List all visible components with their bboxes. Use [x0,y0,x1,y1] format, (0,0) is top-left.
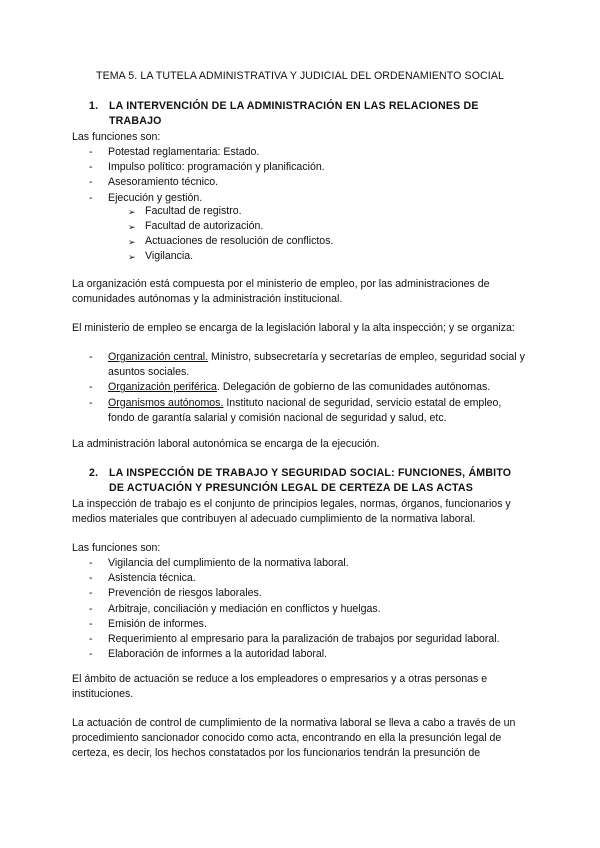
list-item: - Asesoramiento técnico. [72,175,527,190]
list-item: - Impulso político: programación y planificación. [72,160,527,175]
page-title: TEMA 5. LA TUTELA ADMINISTRATIVA Y JUDICIAL DEL ORDENAMIENTO SOCIAL [96,70,504,82]
section-1-heading [89,99,479,129]
section-1-intro: Las funciones son: [72,131,161,143]
list-item: ➢ Facultad de autorización. [128,219,333,234]
list-item [72,380,527,395]
org-peripheral-label: Organización periférica [108,381,217,394]
list-item: - Elaboración de informes a la autoridad laboral. [72,647,527,662]
org-central-text: Ministro, subsecretaría y secretarías de empleo, seguridad social y asuntos sociales. [108,351,525,379]
list-item: - Asistencia técnica. [72,571,527,586]
organization-paragraph: La organización está compuesta por el ministerio de empleo, por las administraciones de comunidades autónomas y la administración institucional. [72,278,490,306]
section-2-number: 2. [89,467,99,479]
ministry-paragraph: El ministerio de empleo se encarga de la legislación laboral y la alta inspección; y se organiza: [72,322,515,334]
section-1-number: 1. [89,100,99,112]
section-2-intro: Las funciones son: [72,542,161,554]
org-central-label: Organización central. [108,351,209,363]
org-autonomous-text: Instituto nacional de seguridad, servicio estatal de empleo, fondo de garantía salarial y comisión nacional de seguridad y salud, etc. [108,396,502,424]
section-2-heading-line2: DE ACTUACIÓN Y PRESUNCIÓN LEGAL DE CERTEZA DE LAS ACTAS [109,482,473,494]
list-item: - Potestad reglamentaria: Estado. [72,145,527,160]
section-1-heading-line1: LA INTERVENCIÓN DE LA ADMINISTRACIÓN EN LAS RELACIONES DE [109,100,479,112]
org-peripheral-text: . Delegación de gobierno de las comunidades autónomas. [216,381,491,394]
scope-paragraph: El ámbito de actuación se reduce a los empleadores o empresarios y a otras personas e instituciones. [72,673,488,701]
section-2-heading [89,466,511,496]
section-2-function-list [72,556,527,662]
list-item: - Emisión de informes. [72,617,527,632]
list-item: ➢ Actuaciones de resolución de conflictos. [128,234,333,249]
autonomic-paragraph: La administración laboral autonómica se encarga de la ejecución. [72,438,380,450]
list-item: ➢ Vigilancia. [128,249,333,264]
list-item [72,350,527,380]
section-1-heading-line2: TRABAJO [109,115,162,127]
list-item: - Requerimiento al empresario para la paralización de trabajos por seguridad laboral. [72,632,527,647]
section-1-function-list [72,145,527,206]
organization-list [72,350,527,426]
list-item: - Vigilancia del cumplimiento de la normativa laboral. [72,556,527,571]
list-item [72,396,527,426]
section-1-subfunction-list [128,204,333,264]
list-item: - Arbitraje, conciliación y mediación en conflictos y huelgas. [72,602,527,617]
acta-paragraph: La actuación de control de cumplimiento de la normativa laboral se lleva a cabo a través de un procedimiento sancionador conocido como acta, encontrando en ella la presunción legal de certeza, es decir, los hechos constatados por los funcionarios tendrán la presunción de [72,717,516,760]
list-item: - Ejecución y gestión. [72,191,527,206]
list-item: - Prevención de riesgos laborales. [72,586,527,601]
section-2-heading-line1: LA INSPECCIÓN DE TRABAJO Y SEGURIDAD SOCIAL: FUNCIONES, ÁMBITO [109,467,512,479]
list-item: ➢ Facultad de registro. [128,204,333,219]
org-autonomous-label: Organismos autónomos. [108,396,224,409]
inspection-definition: La inspección de trabajo es el conjunto de principios legales, normas, órganos, funcionarios y medios materiales que contribuyen al adecuado cumplimiento de la normativa laboral. [72,498,511,526]
